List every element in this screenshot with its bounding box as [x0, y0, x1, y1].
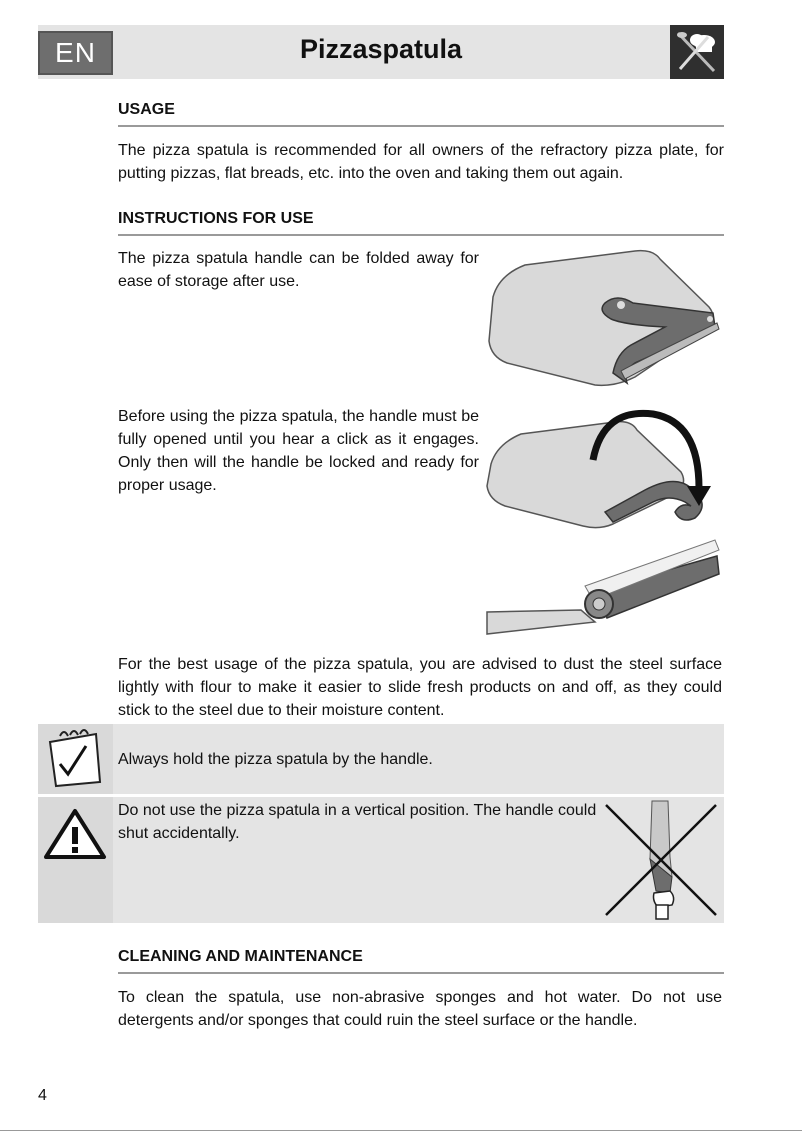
notepad-check-icon — [38, 724, 113, 794]
instructions-flour-text: For the best usage of the pizza spatula, you are advised to dust the steel surface lightly with flour to make it easier to slide fresh products on and off, as they could stick to the steel due to their moisture content. — [118, 656, 722, 719]
page-bottom-divider — [0, 1130, 802, 1131]
cleaning-text: To clean the spatula, use non-abrasive sponges and hot water. Do not use detergents and/or sponges that could ruin the steel surface or the handle. — [118, 989, 722, 1029]
section-heading-cleaning: CLEANING AND MAINTENANCE — [118, 948, 724, 974]
header-bar — [38, 25, 724, 79]
spatula-folded-illustration — [485, 245, 725, 395]
section-heading-instructions: INSTRUCTIONS FOR USE — [118, 210, 724, 236]
section-heading-usage: USAGE — [118, 101, 724, 127]
vertical-use-prohibited-illustration — [598, 797, 724, 923]
usage-text: The pizza spatula is recommended for all owners of the refractory pizza plate, for putting pizzas, flat breads, etc. into the oven and taking them out again. — [118, 142, 724, 182]
instructions-fold-text: The pizza spatula handle can be folded away for ease of storage after use. — [118, 250, 479, 290]
chef-utensils-icon — [670, 25, 724, 79]
warning-note-text: Do not use the pizza spatula in a vertical position. The handle could shut accidentally. — [118, 802, 597, 842]
page-number: 4 — [38, 1087, 47, 1104]
warning-note-box — [38, 797, 724, 923]
spatula-opening-illustration — [485, 408, 725, 530]
instructions-open-text: Before using the pizza spatula, the handle must be fully opened until you hear a click as it engages. Only then will the handle be locked and ready for proper usage. — [118, 408, 479, 494]
warning-icon-cell — [38, 797, 113, 923]
page-title: Pizzaspatula — [299, 34, 463, 64]
hinge-closeup-illustration — [485, 538, 725, 638]
language-badge: EN — [38, 31, 113, 75]
hint-note-box — [38, 724, 724, 794]
hint-icon-cell — [38, 724, 113, 794]
warning-triangle-icon — [38, 797, 113, 867]
hold-note-text: Always hold the pizza spatula by the handle. — [118, 751, 433, 768]
